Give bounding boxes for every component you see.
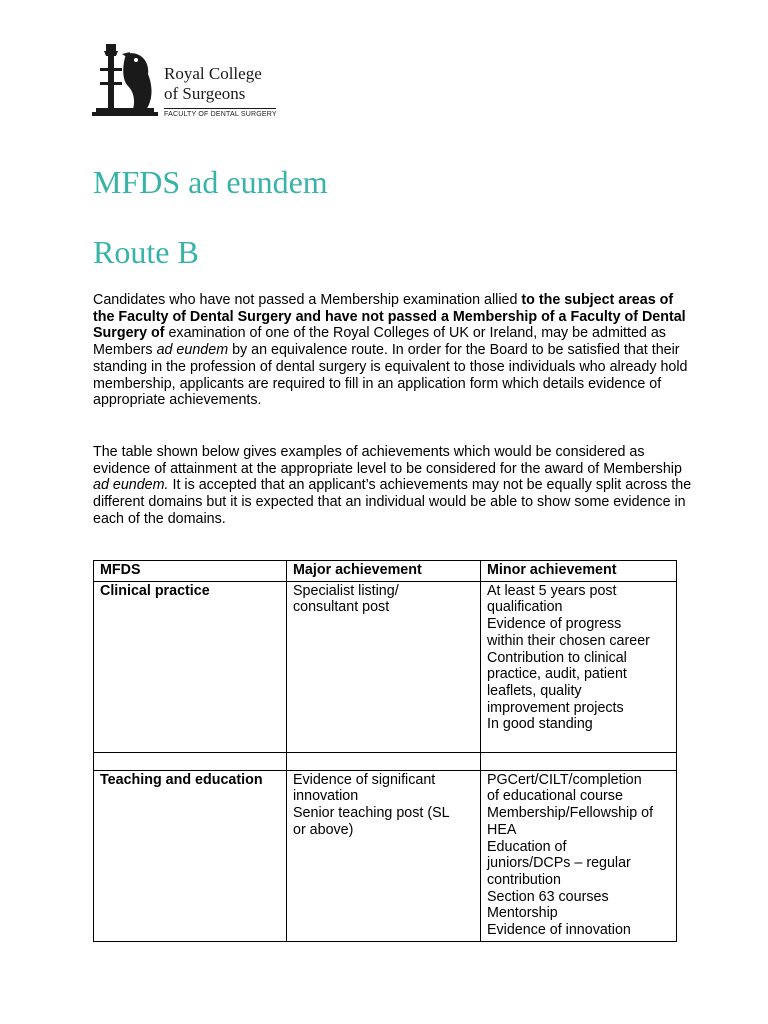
table-intro-paragraph: The table shown below gives examples of achievements which would be considered as evidence of attainment at the appropriate level to be considered for the award of Membership ad eundem. It is accepted that an applicant’s achievements may not be equally split across the different domains but it is expected that an individual would be able to show some evidence in each of the domains. (93, 444, 692, 527)
page-title: MFDS ad eundem (93, 164, 328, 200)
logo-subline: FACULTY OF DENTAL SURGERY (164, 111, 277, 118)
table-spacer-row (94, 752, 677, 770)
achievements-table (93, 560, 677, 942)
header-cell: MFDS (94, 561, 287, 582)
header-cell: Major achievement (287, 561, 481, 582)
table-header-row (94, 561, 677, 582)
table-row (94, 581, 677, 752)
eagle-crest-icon (92, 42, 162, 118)
logo-divider (164, 108, 276, 109)
domain-cell: Clinical practice (94, 581, 287, 752)
table-row (94, 770, 677, 941)
minor-cell: PGCert/CILT/completion of educational course Membership/Fellowship of HEA Education of juniors/DCPs – regular contribution Section 63 courses Mentorship Evidence of innovation (481, 770, 677, 941)
header-cell: Minor achievement (481, 561, 677, 582)
major-cell: Specialist listing/ consultant post (287, 581, 481, 752)
college-logo (92, 42, 292, 120)
minor-cell: At least 5 years post qualification Evidence of progress within their chosen career Contribution to clinical practice, audit, patient leaflets, quality improvement projects In good standing (481, 581, 677, 752)
major-cell: Evidence of significant innovation Senior teaching post (SL or above) (287, 770, 481, 941)
logo-line-2: of Surgeons (164, 84, 246, 103)
logo-line-1: Royal College (164, 64, 262, 83)
domain-cell: Teaching and education (94, 770, 287, 941)
page-subtitle: Route B (93, 234, 199, 270)
intro-paragraph: Candidates who have not passed a Membership examination allied to the subject areas of the Faculty of Dental Surgery and have not passed a Membership of a Faculty of Dental Surgery of examination of one of the Royal Colleges of UK or Ireland, may be admitted as Members ad eundem by an equivalence route. In order for the Board to be satisfied that their standing in the profession of dental surgery is equivalent to those individuals who already hold membership, applicants are required to fill in an application form which details evidence of appropriate achievements. (93, 292, 688, 409)
